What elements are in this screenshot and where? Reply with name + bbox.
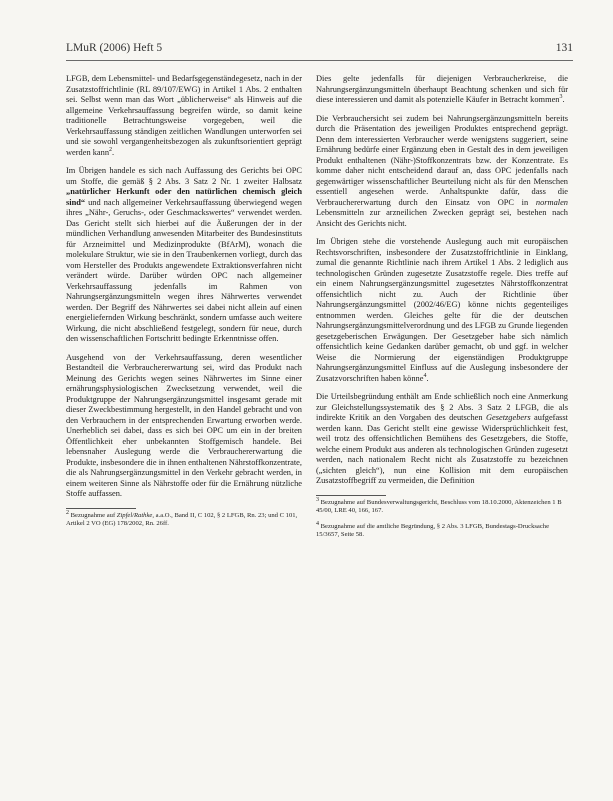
paragraph: LFGB, dem Lebensmittel- und Bedarfsgegenständegesetz, nach in der Zusatzstoffrichtlinie (RL 89/107/EWG) in Artikel 1 Abs. 2 enthalten sei. Selbst wenn man das Wort „üblicherweise“ als Hinweis auf die allgemeine Verkehrsauffassung begreifen würde, so damit keine traditionelle Betrachtungsweise vorgegeben, weil die Verkehrsauffassung ständigen zeitlichen Wandlungen unterworfen sei und sie sowohl vergangenheitsbezogen als zukunftsorientiert geprägt werden kann$^2$. — [66, 74, 302, 157]
footnote-rule — [66, 508, 136, 509]
paragraph: Im Übrigen handele es sich nach Auffassung des Gerichts bei OPC um Stoffe, die gemäß § 2 Abs. 3 Satz 2 Nr. 1 zweiter Halbsatz „natürlicher Herkunft oder den natürlichen chemisch gleich sind“ und nach allgemeiner Verkehrsauffassung überwiegend wegen ihres „Nähr-, Geruchs-, oder Geschmackswertes“ verwendet werden. Das Gericht stellt sich hierbei auf die Äußerungen der in der mündlichen Verhandlung anwesenden Mitarbeiter des Bundesinstituts für Arzneimittel und Medizinprodukte (BfArM), wonach die molekulare Struktur, wie sie in den Traubenkernen vorliegt, durch das vom Hersteller des Produkts angewendete Extraktionsverfahren nicht verändert würde. Darüber würden OPC nach allgemeiner Verkehrsauffassung jedenfalls im Rahmen von Nahrungsergänzungsmitteln wegen ihres Nährwertes verwendet werden. Der Begriff des Nährwertes sei dabei nicht allein auf einen energieliefernden Wirkung beschränkt, sondern umfasse auch weitere Wirkung, die nicht abschließend festgelegt, sondern für neue, durch den wissenschaftlichen Fortschritt bedingte Erkenntnisse offen. — [66, 166, 302, 343]
journal-reference: LMuR (2006) Heft 5 — [66, 42, 163, 54]
right-column — [316, 74, 568, 547]
left-column — [66, 74, 302, 536]
paragraph: Die Urteilsbegründung enthält am Ende schließlich noch eine Anmerkung zur Gleichstellungssystematik des § 2 Abs. 3 Satz 2 LFGB, die als indirekte Kritik an den Vorgaben des deutschen Gesetzgebers aufgefasst werden kann. Das Gericht stellt eine gewisse Widersprüchlichkeit fest, weil trotz des offensichtlichen Bemühens des Gesetzgebers, die Stoffe, welche einem Produkt aus anderen als technologischen Gründen zugesetzt werden, nach nationalem Recht nicht als Zusatzstoffe zu bezeichnen („sichten gleich“), nun eine Kollision mit dem europäischen Zusatzstoffbegriff zu vermeiden, die Definition — [316, 392, 569, 485]
paragraph: Im Übrigen stehe die vorstehende Auslegung auch mit europäischen Rechtsvorschriften, insbesondere der Zusatzstoffrichtlinie in Einklang, zumal die genannte Richtlinie nach ihrem Artikel 1 Abs. 2 lediglich aus technologischen Gründen zugesetzte Zusatzstoffe regele. Dies treffe auf ein einem Nahrungsergänzungsmittel zugesetztes Nährstoffkonzentrat offensichtlich nicht zu. Auch der Richtlinie über Nahrungsergänzungsmittel (2002/46/EG) könne nichts gegenteiliges entnommen werden. Gleiches gelte für die der deutschen Nahrungsergänzungsmittelverordnung und des LFGB zu Grunde liegenden gesetzgeberischen Erwägungen. Der Gesetzgeber habe sich nämlich offensichtlich keine Gedanken darüber gemacht, ob und ggf. in welcher Weise die Normierung der eigenständigen Produktgruppe Nahrungsergänzungsmittel Einfluss auf die Auslegung insbesondere der Zusatzvorschriften haben könne$^4$. — [316, 237, 568, 383]
footnote: $^3$ Bezugnahme auf Bundesverwaltungsgericht, Beschluss vom 18.10.2000, Aktenzeichen 1 B 45/00, LRE 40, 166, 167. — [316, 496, 562, 514]
footnote-ref[interactable]: 4 — [423, 372, 427, 379]
paragraph: Die Verbrauchersicht sei zudem bei Nahrungsergänzungsmitteln bereits durch die Präsentation des jeweiligen Produktes entsprechend geprägt. Denn dem interessierten Verbraucher werde wenigstens suggeriert, seine Ernährung bedürfe einer Ergänzung eben in Gestalt des in dem jeweiligen Produkt enthaltenen (Nähr-)Stoffkonzentrats bzw. der Konzentrate. Es komme daher nicht entscheidend darauf an, dass OPC jedenfalls nach gegenwärtiger wissenschaftlicher Beurteilung nicht als für den Menschen essentiell angesehen werde. Anhaltspunkte dafür, dass die Verbrauchererwartung durch den Einsatz von OPC in normalen Lebensmitteln zur arzneilichen Zwecken geprägt sei, bestehen nach Ansicht des Gerichts nicht. — [316, 113, 568, 228]
page-number: 131 — [555, 42, 573, 54]
footnote: $^4$ Bezugnahme auf die amtliche Begründung, § 2 Abs. 3 LFGB, Bundestags-Drucksache 15/3657, Seite 58. — [316, 520, 550, 538]
footnote: $^2$ Bezugnahme auf Zipfel/Rathke, a.a.O., Band II, C 102, § 2 LFGB, Rn. 23; und C 101, Artikel 2 VO (EG) 178/2002, Rn. 26ff. — [66, 509, 298, 527]
header-rule — [66, 60, 573, 61]
footnote-ref[interactable]: 3 — [559, 94, 563, 101]
footnote-rule — [316, 495, 386, 496]
footnote-ref[interactable]: 2 — [109, 146, 113, 153]
paragraph: Dies gelte jedenfalls für diejenigen Verbraucherkreise, die Nahrungsergänzungsmitteln überhaupt Beachtung schenken und sich für diese interessieren und damit als potenzielle Käufer in Betracht kommen$^3$. — [316, 74, 568, 104]
running-header — [66, 42, 573, 58]
paragraph: Ausgehend von der Verkehrsauffassung, deren wesentlicher Bestandteil die Verbrauchererwartung sei, wird das Produkt nach Meinung des Gerichts wegen seines Nährwertes im Sinne einer ernährungsphysiologischen Zwecksetzung verwendet, weil die Produktgruppe der Nahrungsergänzungsmittel insgesamt gerade mit dieser Zweckbestimmung hergestellt, in den Handel gebracht und von den Verbrauchern in der entsprechenden Erwartung erworben werde. Unerheblich sei dabei, dass es sich bei OPC um ein in der breiten Öffentlichkeit eher unbekannten Stoffgemisch handele. Bei lebensnaher Auslegung werde die Verbrauchererwartung die Produkte, insbesondere die in ihnen enthaltenen Nährstoffkonzentrate, die als Nahrungsergänzungsmittel in den Verkehr gebracht werden, in einem weiteren Sinne als Nährstoffe oder für die Ernährung nützliche Stoffe auffassen. — [66, 352, 302, 498]
